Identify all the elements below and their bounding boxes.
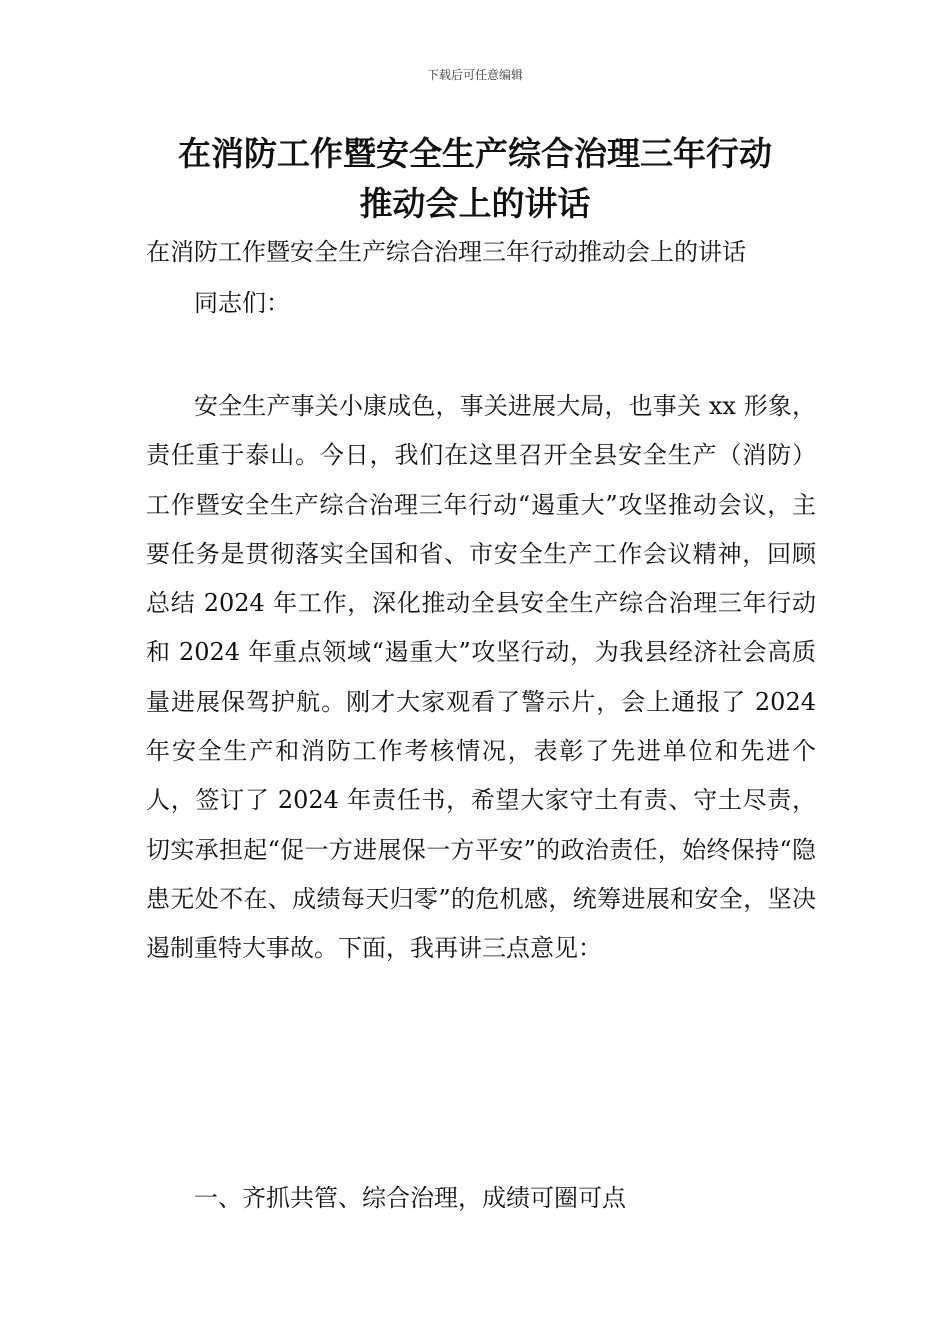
header-note: 下载后可任意编辑 [426,68,523,82]
body-paragraph: 安全生产事关小康成色，事关进展大局，也事关 xx 形象，责任重于泰山。今日，我们在这里召开全县安全生产（消防）工作暨安全生产综合治理三年行动“遏重大”攻坚推动会议，主要任务是贯彻落实全国和省、市安全生产工作会议精神，回顾总结 2024 年工作，深化推动全县安全生产综合治理三年行动和 2024 年重点领域“遏重大”攻坚行动，为我县经济社会高质量进展保驾护航。刚才大家观看了警示片，会上通报了 2024 年安全生产和消防工作考核情况，表彰了先进单位和先进个人，签订了 2024 年责任书，希望大家守土有责、守土尽责，切实承担起“促一方进展保一方平安”的政治责任，始终保持“隐患无处不在、成绩每天归零”的危机感，统筹进展和安全，坚决遏制重特大事故。下面，我再讲三点意见： [146,392,816,963]
greeting: 同志们： [194,289,290,317]
document-title-line-1: 在消防工作暨安全生产综合治理三年行动 [178,134,772,173]
document-subtitle: 在消防工作暨安全生产综合治理三年行动推动会上的讲话 [146,238,746,266]
section-heading-1: 一、齐抓共管、综合治理，成绩可圈可点 [194,1184,626,1212]
document-title-line-2: 推动会上的讲话 [359,184,591,223]
